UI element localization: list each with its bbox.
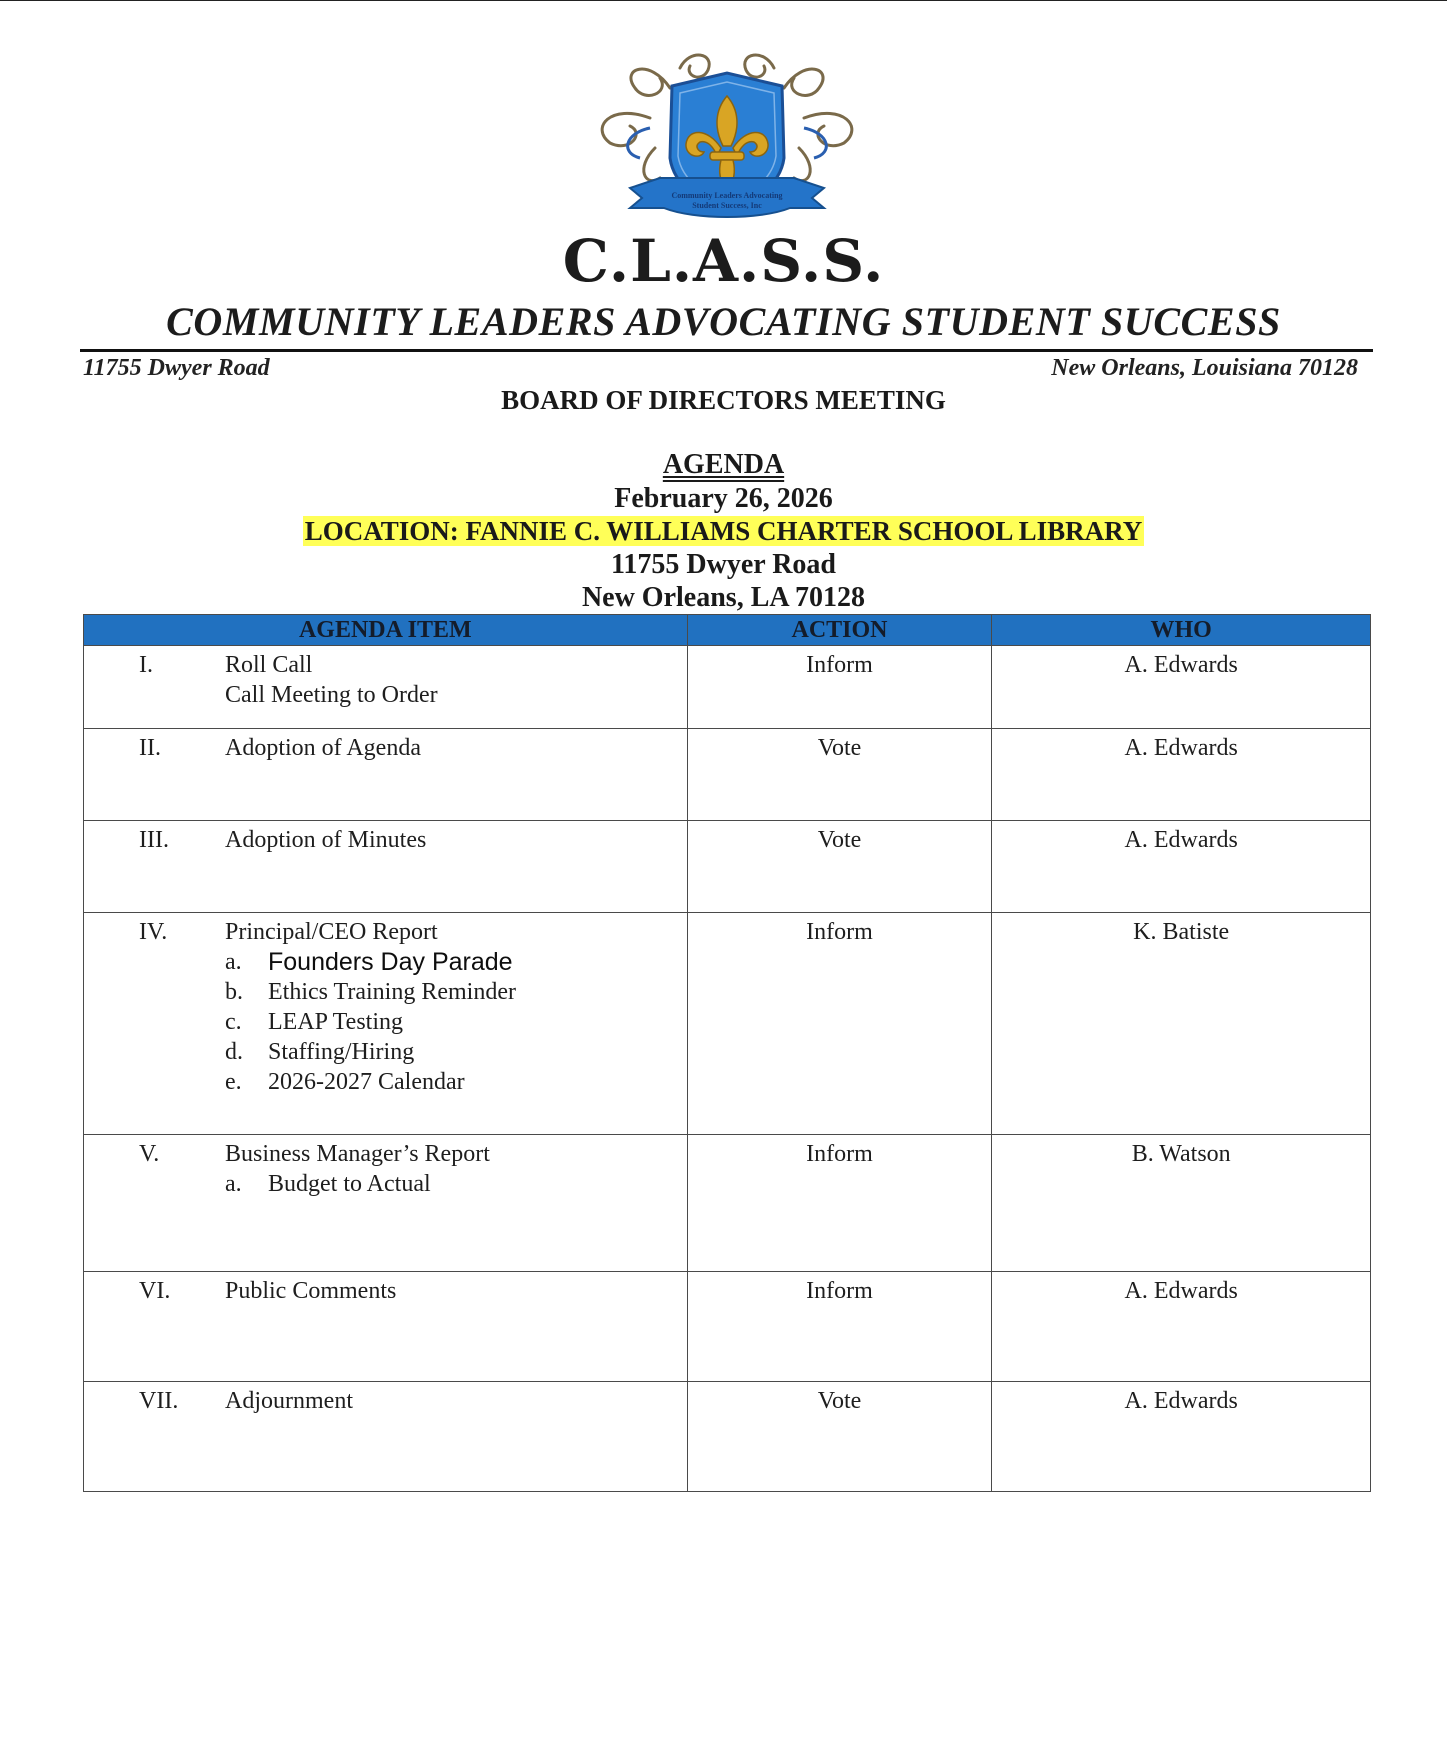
agenda-subitem	[225, 947, 687, 977]
agenda-item-cell	[84, 729, 688, 821]
agenda-subitem	[225, 977, 687, 1007]
letterhead-divider	[80, 349, 1373, 352]
subitem-letter: b.	[225, 979, 243, 1005]
agenda-item-cell	[84, 821, 688, 913]
agenda-row	[84, 729, 1371, 821]
agenda-subitem	[225, 1007, 687, 1037]
header-action: ACTION	[687, 615, 992, 646]
agenda-table-header	[84, 615, 1371, 646]
subitem-letter: a.	[225, 949, 242, 975]
agenda-heading: AGENDA	[662, 449, 785, 480]
item-numeral: III.	[139, 827, 169, 853]
action-cell: Vote	[687, 821, 992, 913]
agenda-table	[83, 614, 1371, 1492]
item-detail-line: Call Meeting to Order	[225, 682, 438, 708]
action-cell: Inform	[687, 913, 992, 1135]
svg-text:Student Success, Inc: Student Success, Inc	[692, 201, 762, 210]
agenda-item-cell	[84, 1382, 688, 1492]
item-numeral: II.	[139, 735, 161, 761]
agenda-item-cell	[84, 1135, 688, 1272]
item-numeral: V.	[139, 1141, 160, 1167]
agenda-row	[84, 913, 1371, 1135]
page-top-border	[0, 0, 1447, 1]
item-title: Adjournment	[225, 1388, 353, 1414]
agenda-subitem	[225, 1169, 687, 1199]
fleur-de-lis-crest-icon	[590, 48, 864, 222]
agenda-row	[84, 1272, 1371, 1382]
subitem-text: Budget to Actual	[268, 1171, 431, 1197]
subitem-text: 2026-2027 Calendar	[268, 1069, 465, 1095]
agenda-row	[84, 821, 1371, 913]
meeting-title: BOARD OF DIRECTORS MEETING	[501, 385, 946, 415]
action-cell: Vote	[687, 729, 992, 821]
agenda-item-cell	[84, 1272, 688, 1382]
agenda-item-cell	[84, 913, 688, 1135]
item-title: Roll Call	[225, 652, 313, 678]
subitem-text: Staffing/Hiring	[268, 1039, 415, 1065]
location-highlight: LOCATION: FANNIE C. WILLIAMS CHARTER SCHOOL LIBRARY	[304, 516, 1143, 546]
header-who: WHO	[992, 615, 1371, 646]
who-cell: A. Edwards	[992, 646, 1371, 729]
action-cell: Inform	[687, 1135, 992, 1272]
item-numeral: VII.	[139, 1388, 179, 1414]
who-cell: B. Watson	[992, 1135, 1371, 1272]
org-abbreviation: C.L.A.S.S.	[562, 227, 885, 295]
item-title: Public Comments	[225, 1278, 397, 1304]
agenda-subitem	[225, 1067, 687, 1097]
item-title: Adoption of Minutes	[225, 827, 427, 853]
item-numeral: I.	[139, 652, 153, 678]
subitem-letter: c.	[225, 1009, 242, 1035]
org-crest-logo	[590, 48, 864, 222]
agenda-row	[84, 1382, 1371, 1492]
agenda-subitem	[225, 1037, 687, 1067]
subitem-letter: a.	[225, 1171, 242, 1197]
header-agenda-item: AGENDA ITEM	[84, 615, 688, 646]
letterhead-street-address: 11755 Dwyer Road	[83, 355, 270, 381]
subitem-text: Founders Day Parade	[268, 948, 513, 976]
who-cell: A. Edwards	[992, 821, 1371, 913]
meeting-date: February 26, 2026	[614, 483, 833, 514]
action-cell: Inform	[687, 646, 992, 729]
subitem-letter: e.	[225, 1069, 242, 1095]
org-full-name: COMMUNITY LEADERS ADVOCATING STUDENT SUCCESS	[166, 299, 1281, 344]
who-cell: A. Edwards	[992, 1272, 1371, 1382]
who-cell: A. Edwards	[992, 1382, 1371, 1492]
action-cell: Vote	[687, 1382, 992, 1492]
action-cell: Inform	[687, 1272, 992, 1382]
who-cell: K. Batiste	[992, 913, 1371, 1135]
agenda-row	[84, 1135, 1371, 1272]
item-title: Adoption of Agenda	[225, 735, 421, 761]
letterhead-city-address: New Orleans, Louisiana 70128	[1051, 355, 1358, 381]
agenda-item-cell	[84, 646, 688, 729]
crest-banner-text: Community Leaders Advocating	[671, 191, 783, 200]
item-numeral: VI.	[139, 1278, 171, 1304]
subitem-text: Ethics Training Reminder	[268, 979, 516, 1005]
item-title: Principal/CEO Report	[225, 919, 438, 945]
who-cell: A. Edwards	[992, 729, 1371, 821]
meeting-location	[0, 515, 1447, 548]
item-numeral: IV.	[139, 919, 168, 945]
subitem-text: LEAP Testing	[268, 1009, 403, 1035]
meeting-street: 11755 Dwyer Road	[610, 549, 837, 580]
item-title: Business Manager’s Report	[225, 1141, 490, 1167]
meeting-city: New Orleans, LA 70128	[581, 582, 866, 613]
agenda-row	[84, 646, 1371, 729]
subitem-letter: d.	[225, 1039, 243, 1065]
